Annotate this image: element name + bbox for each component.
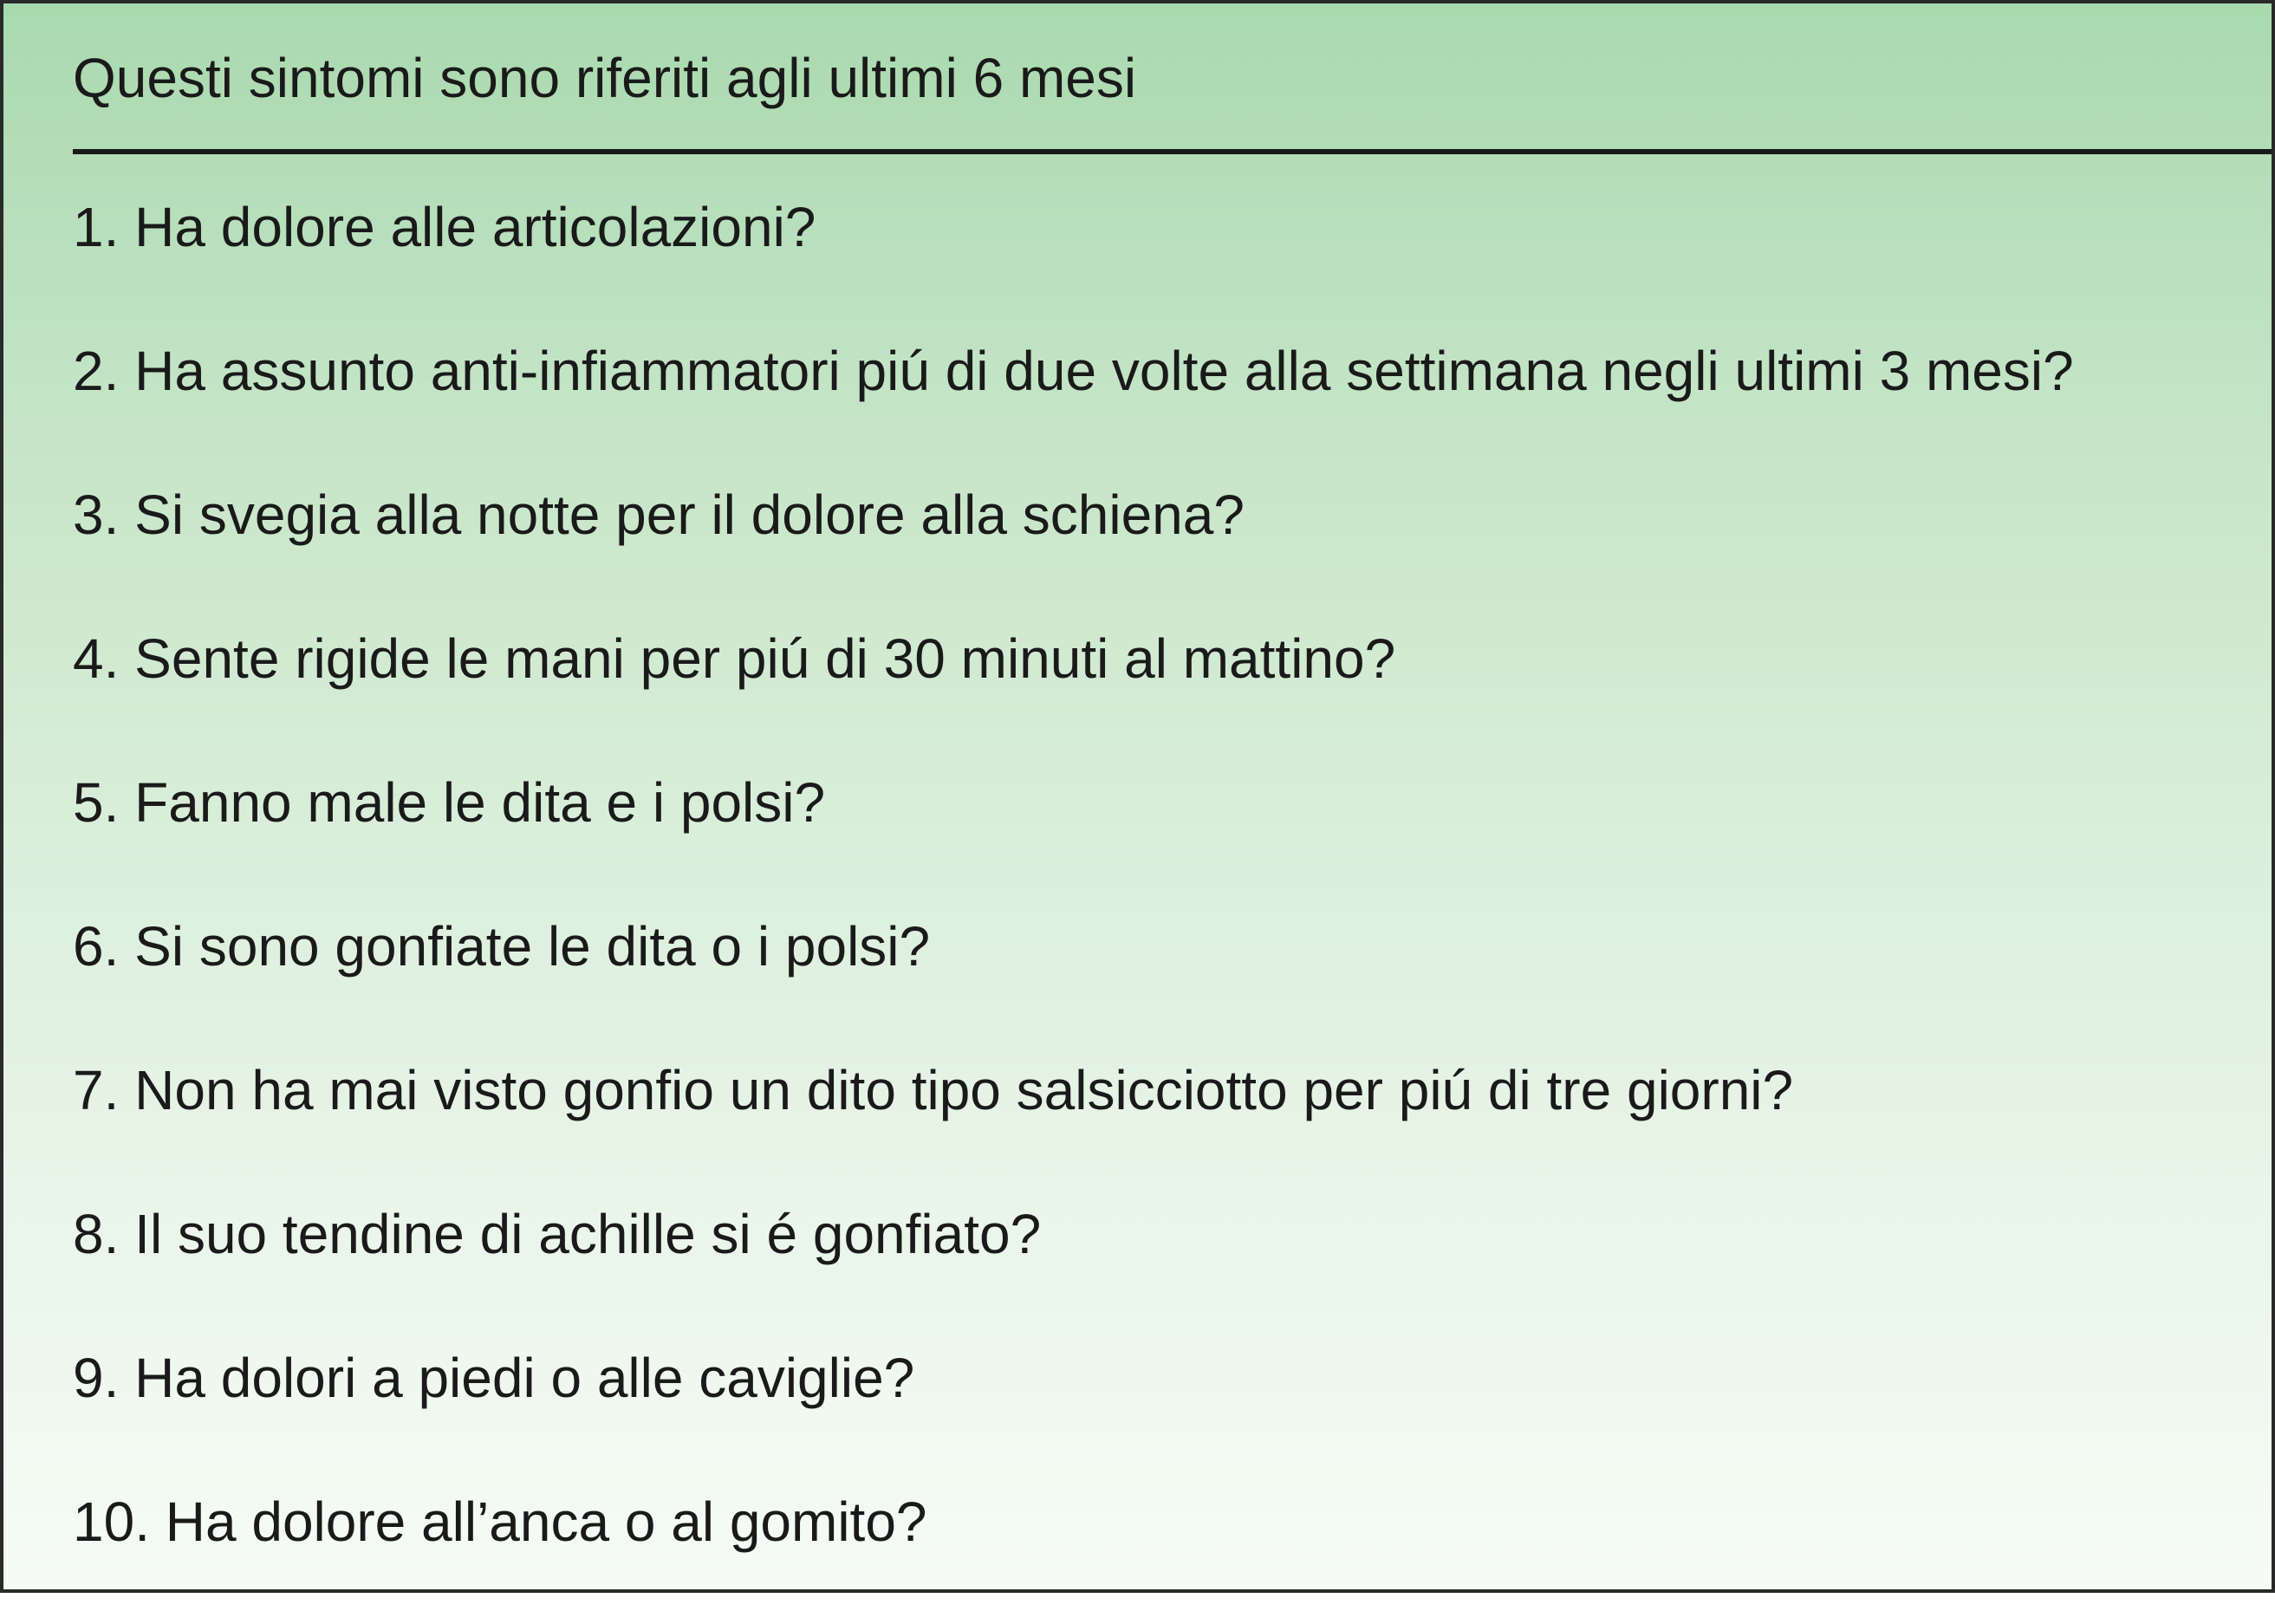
question-item-5: 5. Fanno male le dita e i polsi? [73,771,826,834]
question-item-9: 9. Ha dolori a piedi o alle caviglie? [73,1347,915,1409]
question-item-4: 4. Sente rigide le mani per piú di 30 minuti al mattino? [73,627,1396,690]
header-divider [73,149,2272,154]
question-item-2: 2. Ha assunto anti-infiammatori piú di due volte alla settimana negli ultimi 3 mesi? [73,340,2074,402]
panel-title: Questi sintomi sono riferiti agli ultimi 6 mesi [73,47,1137,109]
question-item-1: 1. Ha dolore alle articolazioni? [73,196,816,258]
question-item-6: 6. Si sono gonfiate le dita o i polsi? [73,915,931,978]
question-item-3: 3. Si svegia alla notte per il dolore alla schiena? [73,484,1245,546]
question-item-10: 10. Ha dolore all’anca o al gomito? [73,1491,927,1553]
question-list [73,185,2074,1624]
question-item-8: 8. Il suo tendine di achille si é gonfiato? [73,1203,1042,1265]
question-item-7: 7. Non ha mai visto gonfio un dito tipo salsicciotto per piú di tre giorni? [73,1059,1794,1121]
